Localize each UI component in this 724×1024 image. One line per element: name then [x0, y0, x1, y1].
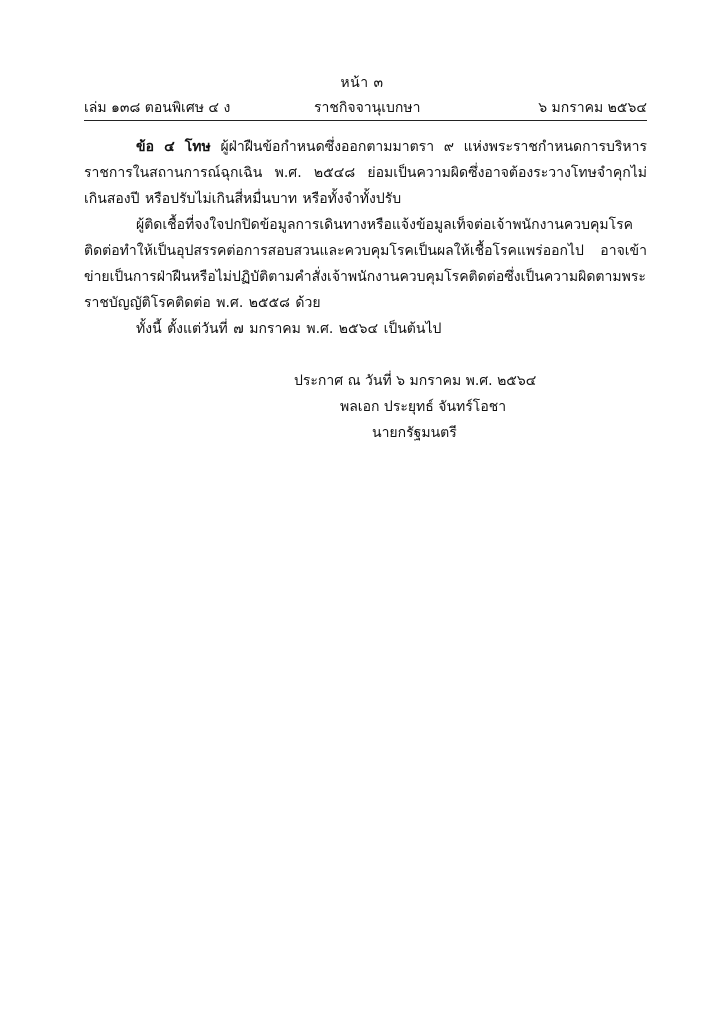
gazette-header [84, 97, 647, 117]
header-divider [84, 120, 647, 121]
document-body [84, 134, 647, 342]
infected-person-paragraph: ผู้ติดเชื้อที่จงใจปกปิดข้อมูลการเดินทางหรือแจ้งข้อมูลเท็จต่อเจ้าพนักงานควบคุมโรคติดต่อทำให้เป็นอุปสรรคต่อการสอบสวนและควบคุมโรคเป็นผลให้เชื้อโรคแพร่ออกไป อาจเข้าข่ายเป็นการฝ่าฝืนหรือไม่ปฏิบัติตามคำสั่งเจ้าพนักงานควบคุมโรคติดต่อซึ่งเป็นความผิดตามพระราชบัญญัติโรคติดต่อ พ.ศ. ๒๕๕๘ ด้วย [84, 217, 647, 311]
header-date: ๖ มกราคม ๒๕๖๔ [538, 100, 647, 116]
effective-date-paragraph: ทั้งนี้ ตั้งแต่วันที่ ๗ มกราคม พ.ศ. ๒๕๖๔ เป็นต้นไป [136, 321, 442, 337]
volume-issue: เล่ม ๑๓๘ ตอนพิเศษ ๔ ง [84, 100, 231, 116]
publication-name: ราชกิจจานุเบกษา [314, 100, 421, 116]
clause-text: ผู้ฝ่าฝืนข้อกำหนดซึ่งออกตามมาตรา ๙ แห่งพระราชกำหนดการบริหารราชการในสถานการณ์ฉุกเฉิน พ.ศ. ๒๕๔๘ ย่อมเป็นความผิดซึ่งอาจต้องระวางโทษจำคุกไม่เกินสองปี หรือปรับไม่เกินสี่หมื่นบาท หรือทั้งจำทั้งปรับ [84, 139, 647, 207]
announcement-date: ประกาศ ณ วันที่ ๖ มกราคม พ.ศ. ๒๕๖๔ [294, 373, 537, 389]
page-number: หน้า ๓ [340, 75, 384, 91]
clause-label: ข้อ ๔ โทษ [136, 139, 211, 155]
clause-4-paragraph [84, 134, 647, 212]
signatory-title: นายกรัฐมนตรี [372, 425, 457, 441]
signatory-name: พลเอก ประยุทธ์ จันทร์โอชา [340, 399, 507, 415]
